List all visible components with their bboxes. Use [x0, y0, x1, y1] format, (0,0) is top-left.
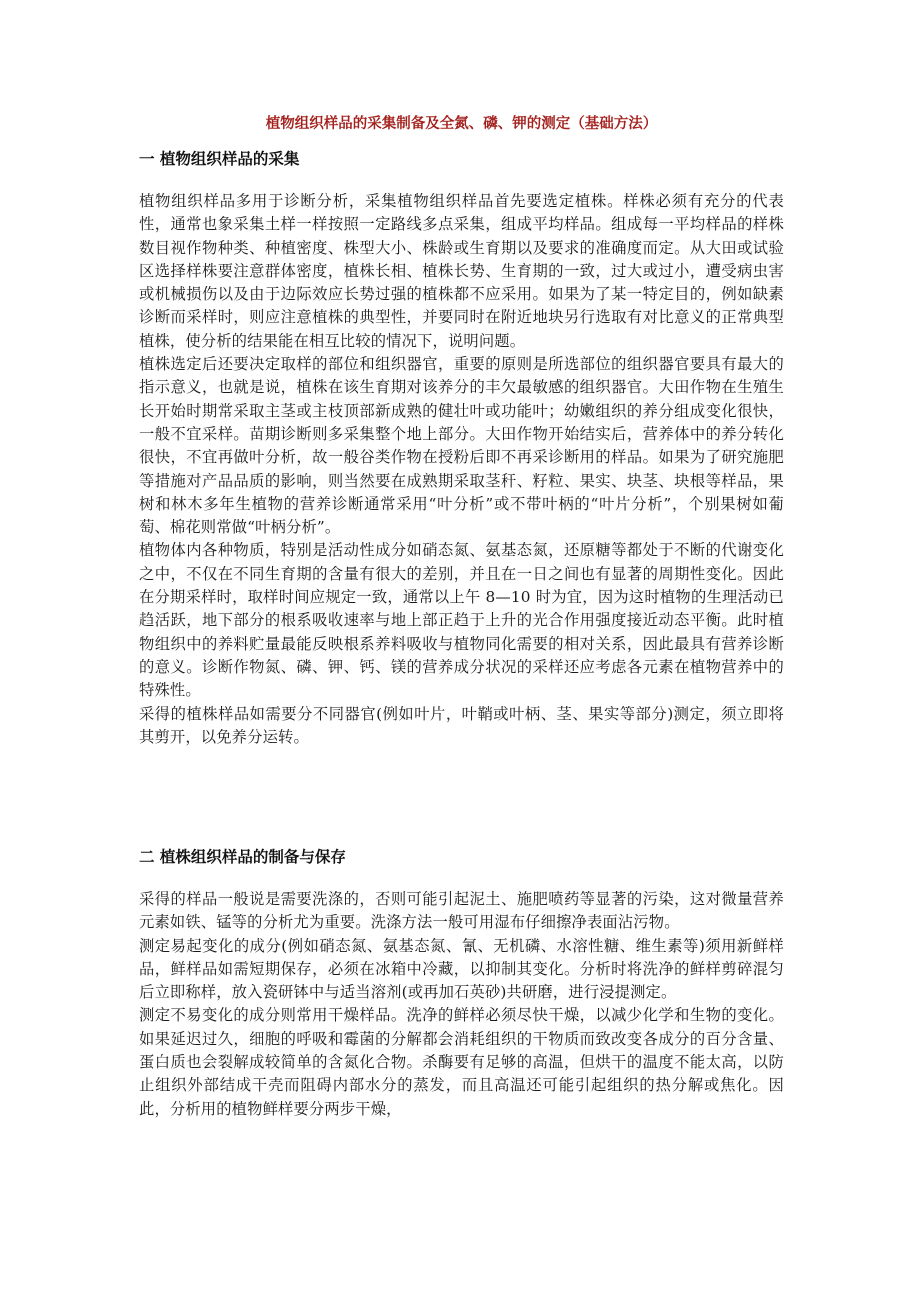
- section-heading-collection: 一 植物组织样品的采集: [139, 150, 300, 168]
- paragraph: 采得的植株样品如需要分不同器官(例如叶片，叶鞘或叶柄、茎、果实等部分)测定，须立即将其剪开，以免养分运转。: [139, 704, 784, 746]
- paragraph: 植株选定后还要决定取样的部位和组织器官，重要的原则是所选部位的组织器官要具有最大的指示意义，也就是说，植株在该生育期对该养分的丰欠最敏感的组织器官。大田作物在生殖生长开始时期常采取主茎或主枝顶部新成熟的健壮叶或功能叶；幼嫩组织的养分组成变化很快，一般不宜采样。苗期诊断则多采集整个地上部分。大田作物开始结实后，营养体中的养分转化很快，不宜再做叶分析，故一般谷类作物在授粉后即不再采诊断用的样品。如果为了研究施肥等措施对产品品质的影响，则当然要在成熟期采取茎秆、籽粒、果实、块茎、块根等样品，果树和林木多年生植物的营养诊断通常采用“叶分析”或不带叶柄的“叶片分析”，个别果树如葡萄、棉花则常做“叶柄分析”。: [139, 355, 784, 537]
- section-heading-preparation: 二 植株组织样品的制备与保存: [139, 848, 346, 866]
- paragraph: 测定易起变化的成分(例如硝态氮、氨基态氮、氰、无机磷、水溶性糖、维生素等)须用新鲜样品，鲜样品如需短期保存，必须在冰箱中冷藏，以抑制其变化。分析时将洗净的鲜样剪碎混匀后立即称样，放入瓷研钵中与适当溶剂(或再加石英砂)共研磨，进行浸提测定。: [139, 936, 784, 1002]
- section-body-collection: [139, 190, 784, 749]
- document-title: 植物组织样品的采集制备及全氮、磷、钾的测定（基础方法）: [265, 116, 658, 132]
- paragraph: 测定不易变化的成分则常用干燥样品。洗净的鲜样必须尽快干燥，以减少化学和生物的变化。如果延迟过久，细胞的呼吸和霉菌的分解都会消耗组织的干物质而致改变各成分的百分含量、蛋白质也会裂解成较简单的含氮化合物。杀酶要有足够的高温，但烘干的温度不能太高，以防止组织外部结成干壳而阻碍内部水分的蒸发，而且高温还可能引起组织的热分解或焦化。因此，分析用的植物鲜样要分两步干燥，: [139, 1006, 784, 1118]
- paragraph: 植物体内各种物质，特别是活动性成分如硝态氮、氨基态氮，还原糖等都处于不断的代谢变化之中，不仅在不同生育期的含量有很大的差别，并且在一日之间也有显著的周期性变化。因此在分期采样时，取样时间应规定一致，通常以上午 8—10 时为宜，因为这时植物的生理活动已趋活跃，地下部分的根系吸收速率与地上部正趋于上升的光合作用强度接近动态平衡。此时植物组织中的养料贮量最能反映根系养料吸收与植物同化需要的相对关系，因此最具有营养诊断的意义。诊断作物氮、磷、钾、钙、镁的营养成分状况的采样还应考虑各元素在植物营养中的特殊性。: [139, 541, 784, 700]
- paragraph: 植物组织样品多用于诊断分析，采集植物组织样品首先要选定植株。样株必须有充分的代表性，通常也象采集土样一样按照一定路线多点采集，组成平均样品。组成每一平均样品的样株数目视作物种类、种植密度、株型大小、株龄或生育期以及要求的准确度而定。从大田或试验区选择样株要注意群体密度，植株长相、植株长势、生育期的一致，过大或过小，遭受病虫害或机械损伤以及由于边际效应长势过强的植株都不应采用。如果为了某一特定目的，例如缺素诊断而采样时，则应注意植株的典型性，并要同时在附近地块另行选取有对比意义的正常典型植株，使分析的结果能在相互比较的情况下，说明问题。: [139, 192, 784, 350]
- section-body-preparation: [139, 888, 784, 1121]
- paragraph: 采得的样品一般说是需要洗涤的，否则可能引起泥土、施肥喷药等显著的污染，这对微量营养元素如铁、锰等的分析尤为重要。洗涤方法一般可用湿布仔细擦净表面沾污物。: [139, 890, 784, 932]
